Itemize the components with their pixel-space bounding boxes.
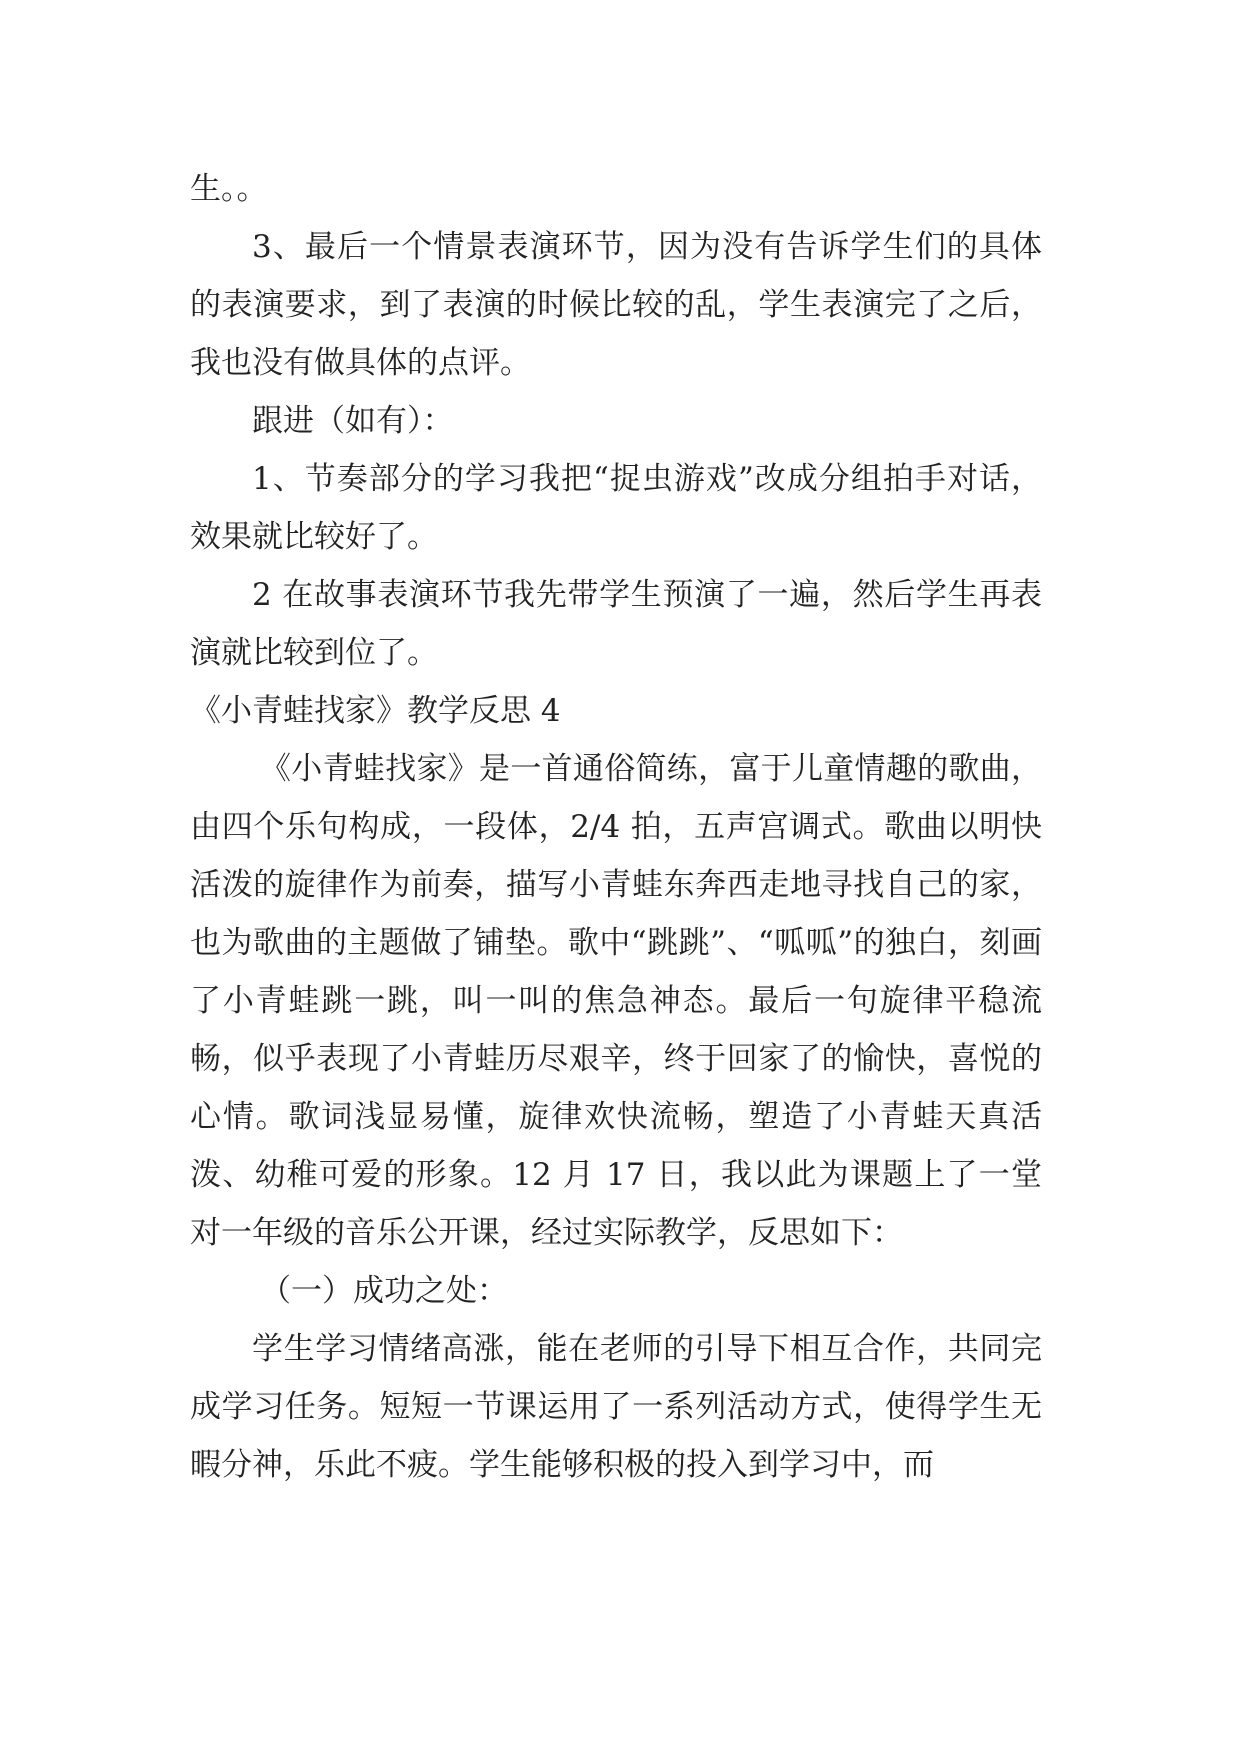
document-body bbox=[190, 160, 1042, 1494]
paragraph-follow-up-item-2: 2 在故事表演环节我先带学生预演了一遍，然后学生再表演就比较到位了。 bbox=[190, 577, 1042, 671]
paragraph-success-label: （一）成功之处： bbox=[260, 1273, 508, 1309]
paragraph-reflection-item-3: 3、最后一个情景表演环节，因为没有告诉学生们的具体的表演要求，到了表演的时候比较的乱，学生表演完了之后，我也没有做具体的点评。 bbox=[190, 229, 1042, 381]
paragraph-success-body: 学生学习情绪高涨，能在老师的引导下相互合作，共同完成学习任务。短短一节课运用了一系列活动方式，使得学生无暇分神，乐此不疲。学生能够积极的投入到学习中，而 bbox=[190, 1331, 1042, 1483]
paragraph-follow-up-label: 跟进（如有）： bbox=[252, 403, 454, 439]
paragraph-song-intro: 《小青蛙找家》是一首通俗简练，富于儿童情趣的歌曲，由四个乐句构成，一段体，2/4 拍，五声宫调式。歌曲以明快活泼的旋律作为前奏，描写小青蛙东奔西走地寻找自己的家，也为歌曲的主题做了铺垫。歌中“跳跳”、“呱呱”的独白，刻画了小青蛙跳一跳，叫一叫的焦急神态。最后一句旋律平稳流畅，似乎表现了小青蛙历尽艰辛，终于回家了的愉快，喜悦的心情。歌词浅显易懂，旋律欢快流畅，塑造了小青蛙天真活泼、幼稚可爱的形象。12 月 17 日，我以此为课题上了一堂对一年级的音乐公开课，经过实际教学，反思如下： bbox=[190, 751, 1042, 1251]
paragraph-follow-up-item-1: 1、节奏部分的学习我把“捉虫游戏”改成分组拍手对话，效果就比较好了。 bbox=[190, 461, 1042, 555]
paragraph-continuation: 生。。 bbox=[190, 171, 268, 207]
section-heading: 《小青蛙找家》教学反思 4 bbox=[190, 693, 561, 729]
